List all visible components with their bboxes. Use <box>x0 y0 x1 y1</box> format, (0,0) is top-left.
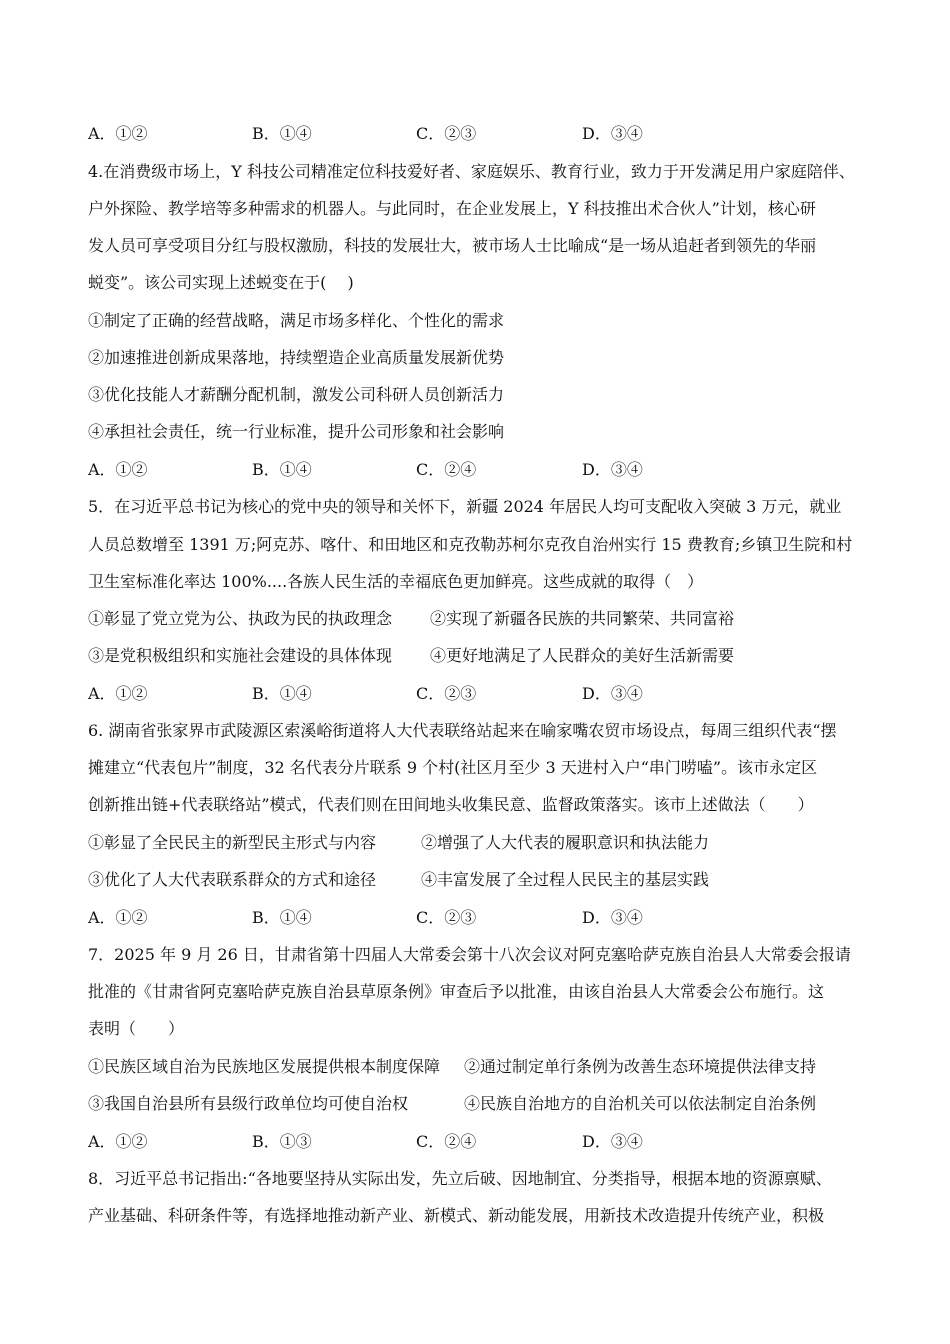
q6-statement-row <box>88 831 868 855</box>
option-d: D．③④ <box>582 124 643 143</box>
q7-statement: ②通过制定单行条例为改善生态环境提供法律支持 <box>464 1057 817 1076</box>
option-b: B．①④ <box>252 908 312 927</box>
option-b: B．①④ <box>252 124 312 143</box>
option-c: C．②③ <box>416 684 477 703</box>
option-a: A．①② <box>88 460 148 479</box>
q4-statement: ②加速推进创新成果落地，持续塑造企业高质量发展新优势 <box>88 348 505 367</box>
q5-statement: ③是党积极组织和实施社会建设的具体体现 <box>88 646 393 665</box>
option-a: A．①② <box>88 684 148 703</box>
option-b: B．①④ <box>252 684 312 703</box>
option-d: D．③④ <box>582 684 643 703</box>
q4-stem-line: 户外探险、教学培等多种需求的机器人。与此同时，在企业发展上，Y 科技推出术合伙人”计划，核心研 <box>88 199 816 218</box>
q4-statement: ④承担社会责任，统一行业标准，提升公司形象和社会影响 <box>88 422 505 441</box>
q7-statement: ①民族区域自治为民族地区发展提供根本制度保障 <box>88 1057 441 1076</box>
option-c: C．②③ <box>416 124 477 143</box>
q5-statement-row <box>88 607 868 631</box>
q8-stem-line: 8．习近平总书记指出:“各地要坚持从实际出发，先立后破、因地制宜、分类指导，根据本地的资源禀赋、 <box>88 1169 832 1188</box>
q5-stem-line: 卫生室标准化率达 100%....各族人民生活的幸福底色更加鲜亮。这些成就的取得（ ） <box>88 572 704 591</box>
q6-stem-line: 创新推出链+代表联络站”模式，代表们则在田间地头收集民意、监督政策落实。该市上述做法（ ） <box>88 795 814 814</box>
q7-statement-row <box>88 1092 868 1116</box>
q5-statement: ①彰显了党立党为公、执政为民的执政理念 <box>88 609 393 628</box>
option-b: B．①③ <box>252 1132 312 1151</box>
q5-statement: ②实现了新疆各民族的共同繁荣、共同富裕 <box>430 609 735 628</box>
q5-statement: ④更好地满足了人民群众的美好生活新需要 <box>430 646 735 665</box>
option-c: C．②④ <box>416 460 477 479</box>
q5-statement-row <box>88 644 868 668</box>
q7-stem-line: 7．2025 年 9 月 26 日，甘肃省第十四届人大常委会第十八次会议对阿克塞哈萨克族自治县人大常委会报请 <box>88 945 851 964</box>
q4-stem-line: 蜕变”。该公司实现上述蜕变在于( ) <box>88 273 354 292</box>
q4-stem-line: 4.在消费级市场上，Y 科技公司精准定位科技爱好者、家庭娱乐、教育行业，致力于开发满足用户家庭陪伴、 <box>88 162 855 181</box>
q5-stem-line: 人员总数增至 1391 万;阿克苏、喀什、和田地区和克孜勒苏柯尔克孜自治州实行 15 费教育;乡镇卫生院和村 <box>88 535 853 554</box>
option-c: C．②③ <box>416 908 477 927</box>
option-d: D．③④ <box>582 1132 643 1151</box>
q4-statement: ①制定了正确的经营战略，满足市场多样化、个性化的需求 <box>88 311 505 330</box>
q5-stem-line: 5．在习近平总书记为核心的党中央的领导和关怀下，新疆 2024 年居民人均可支配收入突破 3 万元，就业 <box>88 497 842 516</box>
q6-statement: ④丰富发展了全过程人民民主的基层实践 <box>421 870 710 889</box>
option-a: A．①② <box>88 124 148 143</box>
q7-statement-row <box>88 1055 868 1079</box>
option-d: D．③④ <box>582 460 643 479</box>
option-c: C．②④ <box>416 1132 477 1151</box>
q7-statement: ④民族自治地方的自治机关可以依法制定自治条例 <box>464 1094 817 1113</box>
q6-statement: ③优化了人大代表联系群众的方式和途径 <box>88 870 377 889</box>
q7-stem-line: 批准的《甘肃省阿克塞哈萨克族自治县草原条例》审查后予以批准，由该自治县人大常委会公布施行。这 <box>88 982 825 1001</box>
option-a: A．①② <box>88 908 148 927</box>
q6-stem-line: 摊建立“代表包片”制度，32 名代表分片联系 9 个村(社区月至少 3 天进村入户“串门唠嗑”。该市永定区 <box>88 758 818 777</box>
q6-statement-row <box>88 868 868 892</box>
option-a: A．①② <box>88 1132 148 1151</box>
option-b: B．①④ <box>252 460 312 479</box>
q6-stem-line: 6. 湖南省张家界市武陵源区索溪峪街道将人大代表联络站起来在喻家嘴农贸市场设点，每周三组织代表“摆 <box>88 721 837 740</box>
q4-stem-line: 发人员可享受项目分红与股权激励，科技的发展壮大，被市场人士比喻成“是一场从追赶者到领先的华丽 <box>88 236 817 255</box>
q7-statement: ③我国自治县所有县级行政单位均可使自治权 <box>88 1094 409 1113</box>
q6-statement: ②增强了人大代表的履职意识和执法能力 <box>421 833 710 852</box>
option-d: D．③④ <box>582 908 643 927</box>
q8-stem-line: 产业基础、科研条件等，有选择地推动新产业、新模式、新动能发展，用新技术改造提升传统产业，积极 <box>88 1206 825 1225</box>
q7-stem-line: 表明（ ） <box>88 1019 185 1038</box>
q4-statement: ③优化技能人才薪酬分配机制，激发公司科研人员创新活力 <box>88 385 505 404</box>
q6-statement: ①彰显了全民民主的新型民主形式与内容 <box>88 833 377 852</box>
